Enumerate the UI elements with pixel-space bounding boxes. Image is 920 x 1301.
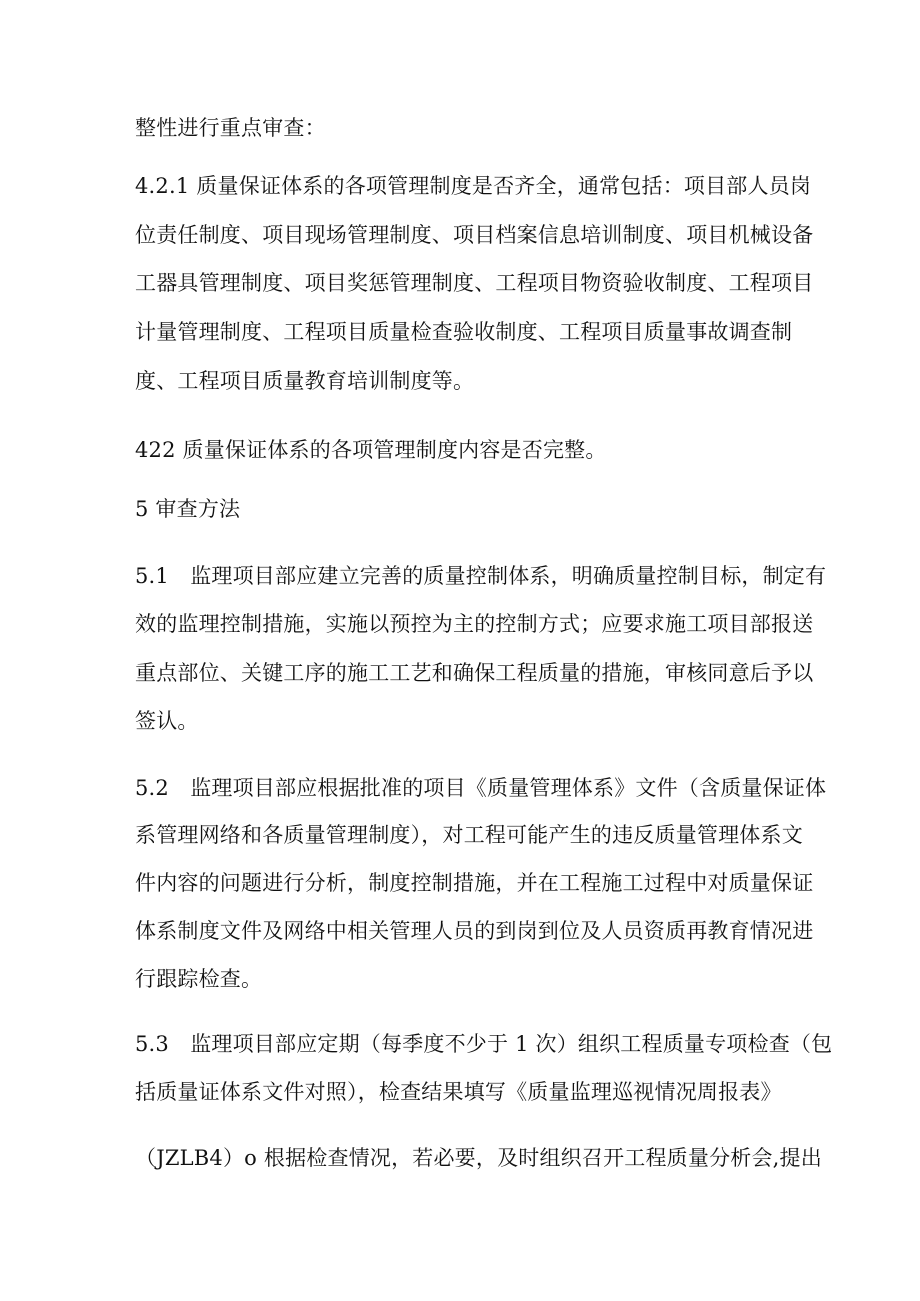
text-line: 5.1 监理项目部应建立完善的质量控制体系，明确质量控制目标，制定有 (135, 564, 827, 588)
text-line: 计量管理制度、工程项目质量检查验收制度、工程项目质量事故调查制 (135, 320, 793, 344)
text-line: 行跟踪检查。 (135, 967, 263, 991)
text-line: （JZLB4）o 根据检查情况，若必要，及时组织召开工程质量分析会,提出 (135, 1146, 822, 1170)
section-heading: 5 审查方法 (135, 497, 241, 521)
text-line: 签认。 (135, 709, 199, 733)
text-line: 效的监理控制措施，实施以预控为主的控制方式；应要求施工项目部报送 (135, 612, 814, 636)
text-line: 度、工程项目质量教育培训制度等。 (135, 369, 475, 393)
text-line: 系管理网络和各质量管理制度），对工程可能产生的违反质量管理体系文 (135, 823, 803, 847)
text-line: 5.3 监理项目部应定期（每季度不少于 1 次）组织工程质量专项检查（包 (135, 1032, 833, 1056)
text-line: 件内容的问题进行分析，制度控制措施，并在工程施工过程中对质量保证 (135, 871, 814, 895)
text-line: 位责任制度、项目现场管理制度、项目档案信息培训制度、项目机械设备 (135, 223, 814, 247)
text-line: 422 质量保证体系的各项管理制度内容是否完整。 (135, 438, 607, 462)
text-line: 重点部位、关键工序的施工工艺和确保工程质量的措施，审核同意后予以 (135, 661, 814, 685)
text-line: 体系制度文件及网络中相关管理人员的到岗到位及人员资质再教育情况进 (135, 919, 814, 943)
text-line: 4.2.1 质量保证体系的各项管理制度是否齐全，通常包括：项目部人员岗 (135, 174, 812, 198)
text-line: 5.2 监理项目部应根据批准的项目《质量管理体系》文件（含质量保证体 (135, 776, 827, 800)
text-line: 工器具管理制度、项目奖惩管理制度、工程项目物资验收制度、工程项目 (135, 271, 814, 295)
text-line: 括质量证体系文件对照），检查结果填写《质量监理巡视情况周报表》 (135, 1080, 782, 1104)
text-line: 整性进行重点审查： (135, 116, 326, 140)
